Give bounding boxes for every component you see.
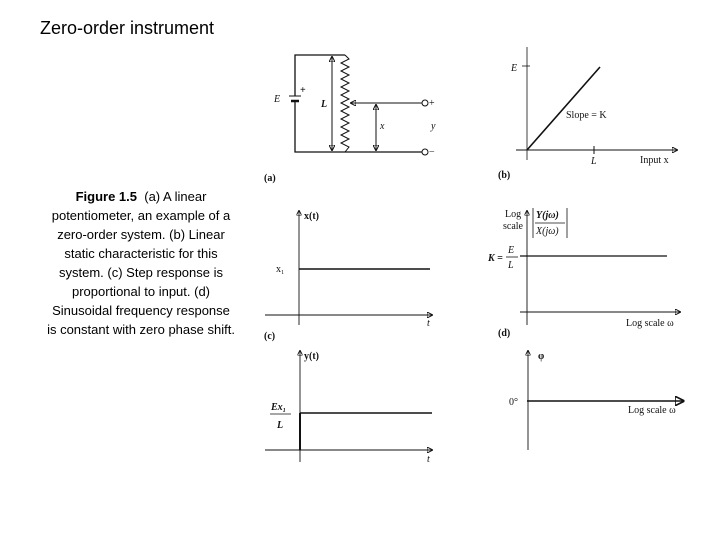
Ex1-label: Ex₁: [271, 402, 287, 413]
caption-text: (a) A linear potentiometer, an example of a zero-order system. (b) Linear static characteristic for this system. (c) Step response is proportional to input. (d) Sinusoidal frequency response is constant with zero phase shift.: [47, 189, 235, 337]
panel-b-label: (b): [498, 170, 511, 181]
step-response-plot: [265, 351, 432, 465]
label-L: L: [321, 99, 328, 110]
L-label: L: [277, 420, 284, 431]
panel-a-label: (a): [264, 173, 276, 184]
omega-axis-label: Log scale ω: [628, 405, 676, 416]
input-axis-label: Input x: [640, 155, 669, 166]
label-E: E: [511, 63, 518, 74]
label-L: L: [591, 156, 597, 167]
scale-label: scale: [503, 221, 523, 232]
panel-d-label: (d): [498, 328, 511, 339]
x-t-label: x(t): [304, 211, 319, 222]
terminal-minus: −: [429, 147, 435, 158]
step-input-plot: [264, 211, 432, 342]
potentiometer-diagram: [264, 55, 436, 184]
label-E: E: [274, 94, 281, 105]
phi-label: φ: [538, 351, 545, 362]
panel-c-label: (c): [264, 331, 276, 342]
mag-denominator: X(jω): [536, 226, 559, 237]
resistor-zigzag: [341, 55, 349, 152]
phase-response-plot: [509, 351, 683, 450]
static-characteristic-plot: [498, 47, 677, 181]
log-label: Log: [505, 209, 522, 220]
slide-title: Zero-order instrument: [40, 18, 215, 38]
slope-label: Slope = K: [566, 110, 607, 121]
zero-degree-label: 0°: [509, 397, 518, 408]
magnitude-response-plot: [487, 208, 680, 339]
label-plus: +: [300, 85, 306, 96]
K-label: K =: [488, 253, 503, 264]
t-label: t: [427, 318, 430, 329]
t-label: t: [427, 454, 430, 465]
label-x: x: [380, 121, 385, 132]
omega-axis-label: Log scale ω: [626, 318, 674, 329]
K-numerator: E: [508, 245, 515, 256]
y-t-label: y(t): [304, 351, 319, 362]
mag-numerator: Y(jω): [536, 210, 559, 221]
K-denominator: L: [508, 260, 514, 271]
caption-label: Figure 1.5: [75, 189, 138, 204]
label-y: y: [431, 121, 436, 132]
x1-label: x₁: [276, 264, 285, 275]
terminal-plus: +: [429, 98, 435, 109]
